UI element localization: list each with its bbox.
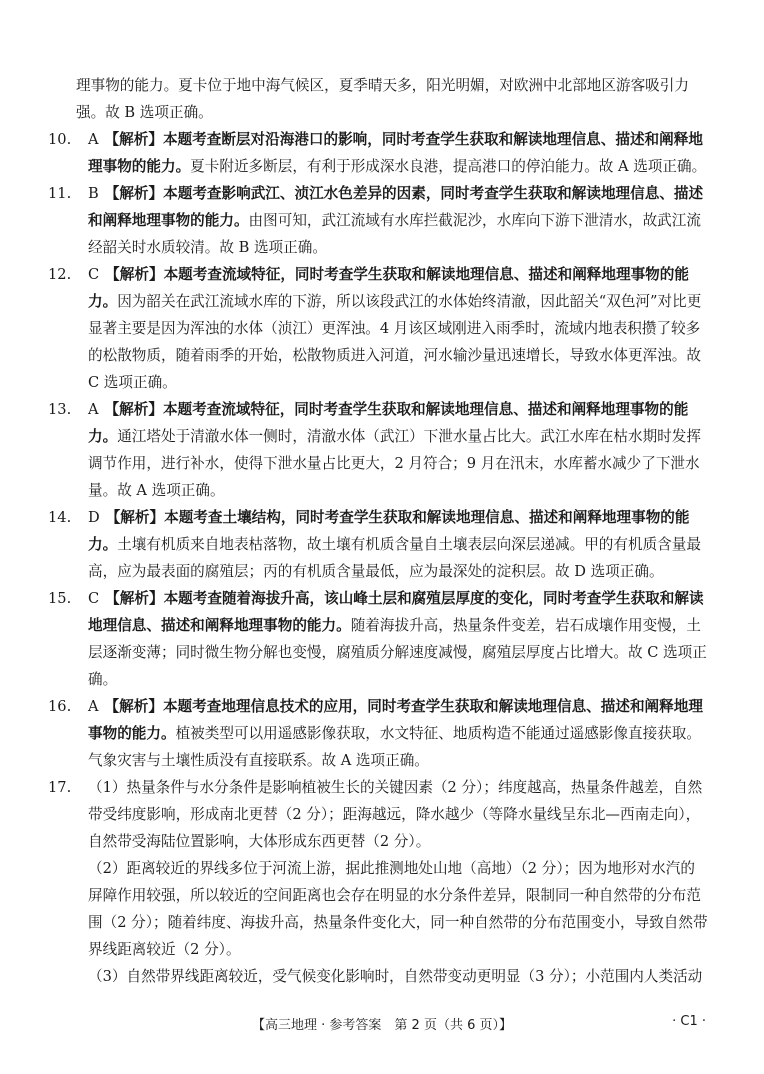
answer-letter: C bbox=[88, 590, 100, 607]
item-number: 14. bbox=[48, 509, 72, 526]
analysis-lead: 本题考查断层对沿海港口的影响，同时考查学生获取和解读地理信息、描述和阐释地理事物的能力。 bbox=[88, 131, 703, 175]
analysis-lead: 本题考查流域特征，同时考查学生获取和解读地理信息、描述和阐释地理事物的能力。 bbox=[88, 266, 689, 310]
analysis-tag: 【解析】 bbox=[105, 266, 164, 283]
analysis-tag: 【解析】 bbox=[105, 590, 164, 607]
analysis-tag: 【解析】 bbox=[104, 185, 164, 202]
analysis-lead: 本题考查影响武江、浈江水色差异的因素，同时考查学生获取和解读地理信息、描述和阐释地理事物的能力。 bbox=[88, 185, 704, 229]
item-number: 12. bbox=[48, 266, 72, 283]
answer-letter: D bbox=[88, 509, 100, 526]
answer-letter: A bbox=[88, 131, 99, 148]
analysis-lead: 本题考查地理信息技术的应用，同时考查学生获取和解读地理信息、描述和阐释地理事物的能力。 bbox=[88, 698, 703, 742]
analysis-body: 夏卡附近多断层，有利于形成深水良港，提高港口的停泊能力。故 A 选项正确。 bbox=[190, 158, 707, 175]
footer-code: · C1 · bbox=[672, 1014, 706, 1029]
item-number: 17. bbox=[48, 779, 72, 796]
answer-item-13 bbox=[48, 396, 708, 504]
intro-paragraph: 理事物的能力。夏卡位于地中海气候区，夏季晴天多，阳光明媚，对欧洲中北部地区游客吸引力强。故 B 选项正确。 bbox=[76, 77, 689, 121]
answer-letter: C bbox=[88, 266, 100, 283]
analysis-body: 植被类型可以用遥感影像获取，水文特征、地质构造不能通过遥感影像直接获取。气象灾害与土壤性质没有直接联系。故 A 选项正确。 bbox=[88, 725, 701, 769]
item-number: 15. bbox=[48, 590, 72, 607]
page-footer bbox=[0, 1014, 764, 1042]
subanswer-1: （1）热量条件与水分条件是影响植被生长的关键因素（2 分）；纬度越高，热量条件越差，自然带受纬度影响，形成南北更替（2 分）；距海越远，降水越少（等降水量线呈东北—西南走向），自然带受海陆位置影响，大体形成东西更替（2 分）。 bbox=[88, 779, 703, 850]
item-number: 11. bbox=[48, 185, 72, 202]
analysis-lead: 本题考查土壤结构，同时考查学生获取和解读地理信息、描述和阐释地理事物的能力。 bbox=[88, 509, 690, 553]
analysis-lead: 本题考查随着海拔升高，该山峰土层和腐殖层厚度的变化，同时考查学生获取和解读地理信息、描述和阐释地理事物的能力。 bbox=[88, 590, 704, 634]
answer-item-12 bbox=[48, 261, 708, 396]
analysis-body: 通江塔处于清澈水体一侧时，清澈水体（武江）下泄水量占比大。武江水库在枯水期时发挥调节作用，进行补水，使得下泄水量占比更大，2 月符合；9 月在汛末，水库蓄水减少了下泄水量。故 A 选项正确。 bbox=[88, 428, 701, 499]
answer-item-14 bbox=[48, 504, 708, 585]
analysis-body: 由图可知，武江流域有水库拦截泥沙，水库向下游下泄清水，故武江流经韶关时水质较清。故 B 选项正确。 bbox=[88, 212, 701, 256]
answer-item-11 bbox=[48, 180, 708, 261]
analysis-lead: 本题考查流域特征，同时考查学生获取和解读地理信息、描述和阐释地理事物的能力。 bbox=[88, 401, 689, 445]
analysis-body: 随着海拔升高，热量条件变差，岩石成壤作用变慢，土层逐渐变薄；同时微生物分解也变慢，腐殖质分解速度减慢，腐殖层厚度占比增大。故 C 选项正确。 bbox=[88, 617, 707, 688]
subanswer-2: （2）距离较近的界线多位于河流上游，据此推测地处山地（高地）（2 分）；因为地形对水汽的屏障作用较强，所以较近的空间距离也会存在明显的水分条件差异，限制同一种自然带的分布范围（2 分）；随着纬度、海拔升高，热量条件变化大，同一种自然带的分布范围变小，导致自然带界线距离较近（2 分）。 bbox=[88, 860, 708, 958]
analysis-body: 土壤有机质来自地表枯落物，故土壤有机质含量自土壤表层向深层递减。甲的有机质含量最高，应为最表面的腐殖层；丙的有机质含量最低，应为最深处的淀积层。故 D 选项正确。 bbox=[88, 536, 701, 580]
answer-letter: A bbox=[88, 401, 99, 418]
answer-item-15 bbox=[48, 585, 708, 693]
answer-letter: A bbox=[88, 698, 99, 715]
item-number: 16. bbox=[48, 698, 72, 715]
item-number: 10. bbox=[48, 131, 72, 148]
analysis-tag: 【解析】 bbox=[104, 131, 163, 148]
subanswer-3: （3）自然带界线距离较近，受气候变化影响时，自然带变动更明显（3 分）；小范围内人类活动 bbox=[88, 968, 703, 985]
answer-letter: B bbox=[88, 185, 99, 202]
answer-item-10 bbox=[48, 126, 708, 180]
analysis-tag: 【解析】 bbox=[105, 509, 165, 526]
answer-item-17 bbox=[48, 774, 708, 990]
analysis-tag: 【解析】 bbox=[104, 401, 163, 418]
analysis-tag: 【解析】 bbox=[104, 698, 163, 715]
answer-item-16 bbox=[48, 693, 708, 774]
answer-content bbox=[48, 72, 708, 990]
footer-label: 【高三地理 · 参考答案 第 2 页（共 6 页）】 bbox=[252, 1018, 512, 1033]
item-number: 13. bbox=[48, 401, 72, 418]
analysis-body: 因为韶关在武江流域水库的下游，所以该段武江的水体始终清澈，因此韶关“双色河”对比更显著主要是因为浑浊的水体（浈江）更浑浊。4 月该区域刚进入雨季时，流域内地表积攒了较多的松散物质，随着雨季的开始，松散物质进入河道，河水输沙量迅速增长，导致水体更浑浊。故 C 选项正确。 bbox=[88, 293, 702, 391]
